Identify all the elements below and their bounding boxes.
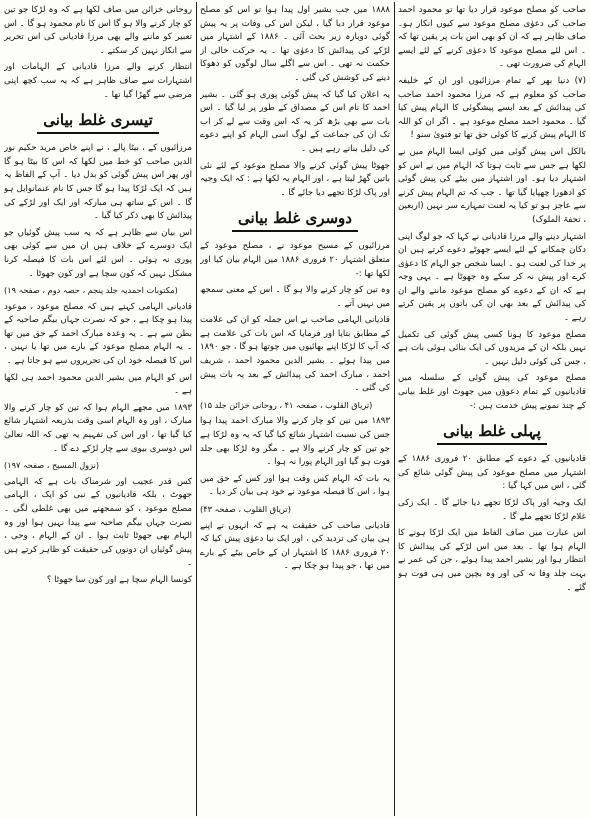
paragraph: اس کو الہام میں بشیر الدین محمود احمد ہی لکھا ہے ۔ <box>4 372 192 397</box>
quote: ۱۸۹۳ میں مجھے الہام ہوا کہ تین کو چار کرنے والا مبارک ، اور وہ الہام اسی وقت بذریعہ اشتہار شائع کیا گیا تھا ، اور اس کی تفہیم یہ تھی کہ اللہ تعالیٰ اس دوسری بیوی سے چار لڑکے دے گا ۔ <box>4 402 192 454</box>
paragraph: قادیانی الہامی صاحب نے اس جملہ کو ان کی علامت کے مطابق بتایا اور فرمایا کہ اس بات کی علامت ہے کہ آپ کا لڑکا اپنے بھائیوں میں چوتھا ہو گا ، جو ۱۸۹۰ میں پیدا ہوئے ۔ بشیر الدین محمود احمد ، شریف احمد ، مبارک احمد کی پیدائش کے بعد یہ بات پیش کی گئی ۔ <box>200 315 390 394</box>
paragraph: ۱۸۸۸ میں جب بشیر اول پیدا ہوا تو اس کو مصلح موعود قرار دیا گیا ، لیکن اس کی وفات پر یہ پیش گوئی دوبارہ زیر بحث آئی ۔ ۱۸۸۶ کے اشتہار میں لڑکے کی پیدائش کا دعوٰی تھا ۔ یہ حرکت خالی از حکمت نہ تھی ۔ اس سے اگلے سال لوگوں کو دھوکا دینے کی کوشش کی گئی ۔ <box>200 5 390 83</box>
paragraph: مصلح موعود کی پیش گوئی کے سلسلہ میں قادیانیوں کے تمام دعوؤں میں جھوٹ اور غلط بیانی کے چند نمونے پیش خدمت ہیں :- <box>398 373 586 411</box>
paragraph: اشتہار دینے والے مرزا قادیانی نے کہا کہ جو لوگ اپنی دکان چمکانے کے لئے ایسے جھوٹے دعوے کرتے ہیں ان پر خدا کی لعنت ہو ۔ ایسا شخص جو الہام کا دعوٰی کرے اور پیش نہ کر سکے وہ جھوٹا ہے ۔ یہی وجہ ہے کہ ان کے دعوے کو مصلح موعود ماننے والے ان کی پیدائش کے بعد بھی ان کی باتوں پر یقین کرتے رہے ۔ <box>398 231 586 324</box>
section-heading-second <box>200 208 390 232</box>
heading-text: دوسری غلط بیانی <box>232 208 358 232</box>
paragraph: قادیانی صاحب کی حقیقت یہ ہے کہ انہوں نے اپنے ہی بیان کی تردید کی ، اور ایک نیا دعوٰی پیش کیا کہ ۲۰ فروری ۱۸۸۶ کا اشتہار ان کے خاص بیٹے کے بارے میں تھا ، جو پیدا ہو چکا ہے ۔ <box>200 520 390 572</box>
section-heading-first <box>398 421 586 445</box>
section-heading-third <box>4 110 192 134</box>
paragraph: کونسا الہام سچا ہے اور کون سا جھوٹا ؟ <box>46 574 192 585</box>
right-column <box>398 4 586 814</box>
paragraph: اس بیان سے ظاہر ہے کہ یہ سب پیش گوئیاں جو ایک دوسرے کے خلاف ہیں ان میں سے کوئی بھی پوری نہ ہوئی ۔ اس لئے اس بات کا فیصلہ کرنا مشکل نہیں کہ کون سچا ہے اور کون جھوٹا ۔ <box>4 227 192 279</box>
paragraph: کس قدر عجیب اور شرمناک بات ہے کہ الہامی جھوٹ ، بلکہ قادیانیوں کے نبی کو ایک ، الہامی مصلح موعود ، کو سمجھنے میں بھی غلطی لگی ۔ نصرت جہاں بیگم صاحبہ سے پیدا نہیں ہوا اور وہ الہام بھی جھوٹا ثابت ہوا ۔ ان کے الہام ، وحی ، پیش گوئیاں ان دونوں کی حقیقت کو ظاہر کرتے ہیں ۔ <box>4 476 192 569</box>
paragraph: صاحب کو مصلح موعود قرار دیا تھا تو محمود احمد صاحب کی دعوٰی مصلح موعود سے کیوں انکار ہو۔ صاف ظاہر ہے کہ ان کو بھی اس بات پر یقین تھا کہ ۔ اس لئے مصلح موعود کا دعوٰی کرنے کے لئے ایسے الہام کی ضرورت تھی ۔ <box>398 5 586 70</box>
reference: (نزول المسیح ، صفحہ ۱۹۷) <box>4 460 100 471</box>
paragraph: قادیانی الہامی کہتے ہیں کہ مصلح موعود ، موعود پیدا ہو چکا ہے ، جو کہ نصرت جہاں بیگم صاحبہ کے بطن سے ہے ۔ یہ وعدہ مبارک احمد کے حق میں تھا ۔ یہ الہام مصلح موعود کے بارے میں تھا یا نہیں ، اس کا فیصلہ خود ان کی تحریروں سے ہو جاتا ہے ۔ <box>4 301 192 367</box>
quote: وہ تین کو چار کرنے والا ہو گا ۔ اس کے معنی سمجھ میں نہیں آتے ۔ <box>200 285 390 309</box>
paragraph: روحانی خزائن میں صاف لکھا ہے کہ وہ لڑکا جو تین کو چار کرنے والا ہو گا اس کا نام محمود ہو گا ۔ اس تعبیر کو ماننے والے بھی مرزا قادیانی کی اس تحریر سے انکار نہیں کر سکتے ۔ <box>4 5 192 56</box>
paragraph: یہ اعلان کیا گیا کہ پیش گوئی پوری ہو گئی ۔ بشیر احمد کا نام اس کے مصداق کے طور پر لیا گیا ۔ اس بات سے بھی بڑھ کر یہ کہ اس وقت سے لے کر اب تک ان کی جماعت کے لوگ اسی الہام کو اپنے دعوے کی دلیل بناتے رہے ہیں ۔ <box>200 89 390 154</box>
reference: (تریاق القلوب ، صفحہ ۴۳) <box>200 504 291 514</box>
paragraph: ۱۸۹۳ میں تین کو چار کرنے والا مبارک احمد پیدا ہوا جس کی نسبت اشتہار شائع کیا گیا کہ یہ وہ لڑکا ہے جو تین کو چار کرنے والا ہے ۔ مگر وہ لڑکا بھی جلد فوت ہو گیا اور الہام پورا نہ ہوا ۔ <box>200 416 390 468</box>
paragraph: مرزائیوں کے ، بیٹا پالے ، نے اپنے خاص مرید حکیم نور الدین صاحب کو خط میں لکھا کہ اس کا بیٹا ہو گا اور پھر اس پیش گوئی کو بدل دیا ۔ آپ کے الفاظ یہ ہیں کہ ایک لڑکا پیدا ہو گا جس کا نام عنمانوایل ہو گا ۔ اس کے ساتھ ہی مبارکہ اور ایک اور لڑکے کی پیدائش کا بھی ذکر کیا گیا ۔ <box>4 143 192 222</box>
paragraph: اس عبارت میں صاف الفاظ میں ایک لڑکا ہونے کا الہام ہوا تھا ۔ بعد میں اس لڑکے کی پیدائش کا انتظار ہوا اور بشیر احمد پیدا ہوئے ، جن کی عمر نے بہت جلد وفا نہ کی اور وہ بچپن میں ہی فوت ہو گئے ۔ <box>398 528 586 593</box>
quote: ایک وجیہ اور پاک لڑکا تجھے دیا جائے گا ۔ ایک زکی غلام لڑکا تجھے ملے گا ۔ <box>398 498 586 522</box>
reference: (تریاق القلوب ، صفحہ ۴۱ ، روحانی خزائن جلد ۱۵) <box>200 399 373 410</box>
paragraph: یہ بات کہ الہام کس وقت ہوا اور کس کے حق میں ہوا ، اس کا فیصلہ موعود نے خود ہی بیان کر دیا ۔ <box>200 473 390 498</box>
heading-text: پہلی غلط بیانی <box>437 421 547 445</box>
paragraph: بالکل اس پیش گوئی میں کوئی ایسا الہام میں نے لکھا ہے جس سے ثابت ہوتا کہ الہام میں نے اس کو اشتہار دیا ہو۔ اور اشتہار میں بیٹے کی پیش گوئی کو ادھورا چھپایا گیا تھا ۔ جب کہ تم الہام پیش کرنے سے عاجز ہو تو کیا یہ لعنت تمہارے سر نہیں (اربعین ، تحفۃ الملوک) <box>398 146 586 225</box>
heading-text: تیسری غلط بیانی <box>37 110 159 134</box>
paragraph: انتظار کرنے والے مرزا قادیانی کے الہامات اور اشتہارات سے صاف ظاہر ہے کہ یہ سب کچھ اپنی مرضی سے گھڑا گیا تھا ۔ <box>4 62 192 100</box>
paragraph: جھوٹا پیش گوئی کرنے والا مصلح موعود کے لئے نئی باتیں گھڑ لیتا ہے ، اور الہام یہ لکھا ہے : کہ ایک وجیہ اور پاک لڑکا تجھے دیا جائے گا ۔ <box>200 160 390 198</box>
left-column <box>4 4 192 814</box>
column-divider <box>394 2 395 816</box>
reference: (مکتوبات احمدیہ جلد پنجم ، حصہ دوم ، صفحہ ۱۹) <box>4 285 178 296</box>
paragraph: مصلح موعود کا ہونا کسی پیش گوئی کی تکمیل نہیں بلکہ ان کے مریدوں کی ایک بنائی ہوئی بات ہے ، جس کی کوئی دلیل نہیں ۔ <box>398 329 586 367</box>
paragraph: مرزائیوں کے مسیح موعود نے ، مصلح موعود کے متعلق اشتہار ۲۰ فروری ۱۸۸۶ میں الہام بیان کیا اور لکھا تھا :- <box>200 241 390 279</box>
paragraph: قادیانیوں کے دعوے کے مطابق ۲۰ فروری ۱۸۸۶ کے اشتہار میں مصلح موعود کی پیش گوئی شائع کی گئی ، اس میں کہا گیا : <box>398 454 586 492</box>
column-divider <box>196 2 197 816</box>
middle-column <box>200 4 390 814</box>
paragraph: (۷) دنیا بھر کے تمام مرزائیوں اور ان کے خلیفہ صاحب کو معلوم ہے کہ مرزا محمود احمد صاحب کی پیدائش کے بعد ایسے پیشگوئی کا الہام پیش کیا گیا ۔ محمود احمد مصلح موعود ہے ۔ اگر ان کو اللہ کا الہام پیش کرنے کا کوئی حق تھا تو فتویٰ سنو ! <box>398 75 586 141</box>
